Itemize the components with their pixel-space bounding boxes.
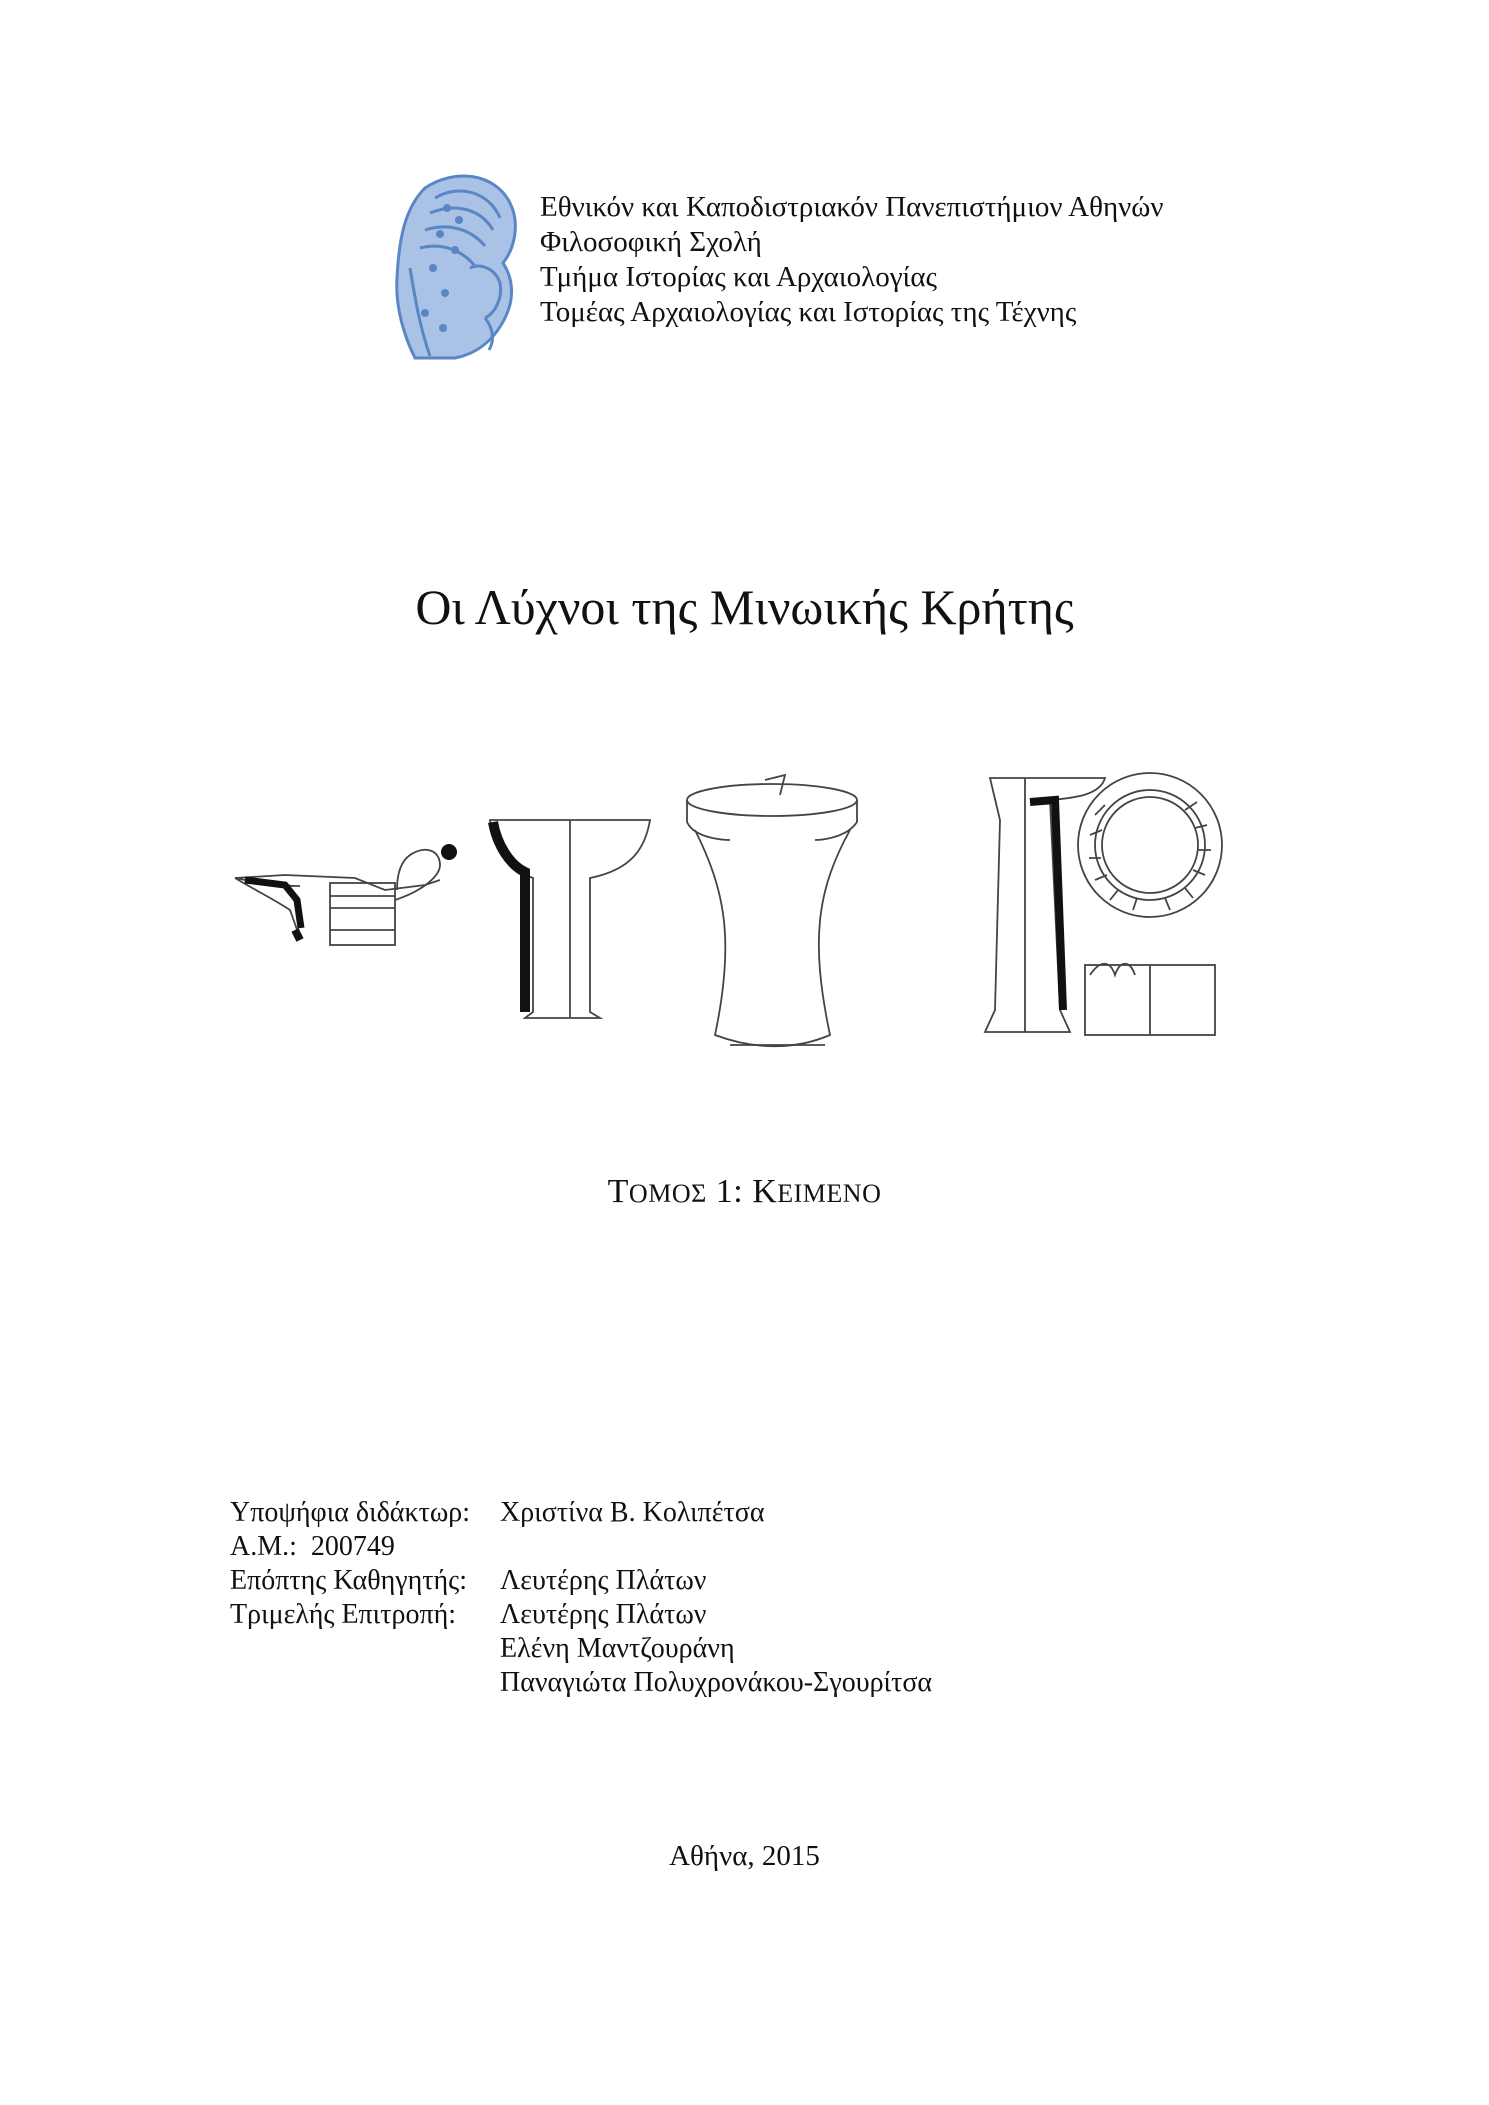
supervisor-label: Επόπτης Καθηγητής: (230, 1565, 468, 1596)
am-row (230, 1530, 932, 1564)
ring-lamp-icon (1078, 773, 1222, 1035)
committee-member: Ελένη Μαντζουράνη (500, 1633, 735, 1664)
volume-label (0, 1173, 1489, 1211)
committee-row (230, 1598, 932, 1632)
candidate-row (230, 1496, 932, 1530)
pedestal-lamp-icon (490, 820, 650, 1018)
volume-word-initial: Τ (607, 1173, 629, 1210)
school-name: Φιλοσοφική Σχολή (540, 226, 762, 258)
committee-row (230, 1632, 932, 1666)
section-name: Τομέας Αρχαιολογίας και Ιστορίας της Τέχνης (540, 296, 1077, 328)
am-label: Α.Μ.: (230, 1531, 297, 1562)
supervisor-name: Λευτέρης Πλάτων (500, 1565, 707, 1596)
candidate-name: Χριστίνα Β. Κολιπέτσα (500, 1497, 765, 1528)
text-word-initial: Κ (752, 1173, 778, 1210)
lamp-drawings (225, 760, 1235, 1105)
department-name: Τμήμα Ιστορίας και Αρχαιολογίας (540, 261, 937, 293)
volume-number: 1: (706, 1173, 753, 1210)
committee-member: Λευτέρης Πλάτων (500, 1599, 707, 1630)
university-name: Εθνικόν και Καποδιστριακόν Πανεπιστήμιον Αθηνών (540, 191, 1164, 223)
credits-block (230, 1496, 932, 1700)
stone-lamp-icon (687, 775, 857, 1046)
am-number: 200749 (310, 1531, 395, 1562)
committee-row (230, 1666, 932, 1700)
thesis-title: Οι Λύχνοι της Μινωικής Κρήτης (415, 579, 1074, 635)
committee-member: Παναγιώτα Πολυχρονάκου-Σγουρίτσα (500, 1667, 933, 1698)
supervisor-row (230, 1564, 932, 1598)
committee-label: Τριμελής Επιτροπή: (230, 1599, 456, 1630)
volume-word-rest: ΟΜΟΣ (628, 1179, 707, 1208)
candidate-label: Υποψήφια διδάκτωρ: (230, 1497, 471, 1528)
text-word-rest: ΕΙΜΕΝΟ (777, 1179, 882, 1208)
tall-lamp-icon (985, 778, 1105, 1032)
athena-helmet-logo-icon (385, 168, 527, 360)
lamp-profile-icon (235, 850, 440, 945)
institution-block (540, 190, 1163, 330)
place-date: Αθήνα, 2015 (669, 1840, 820, 1872)
